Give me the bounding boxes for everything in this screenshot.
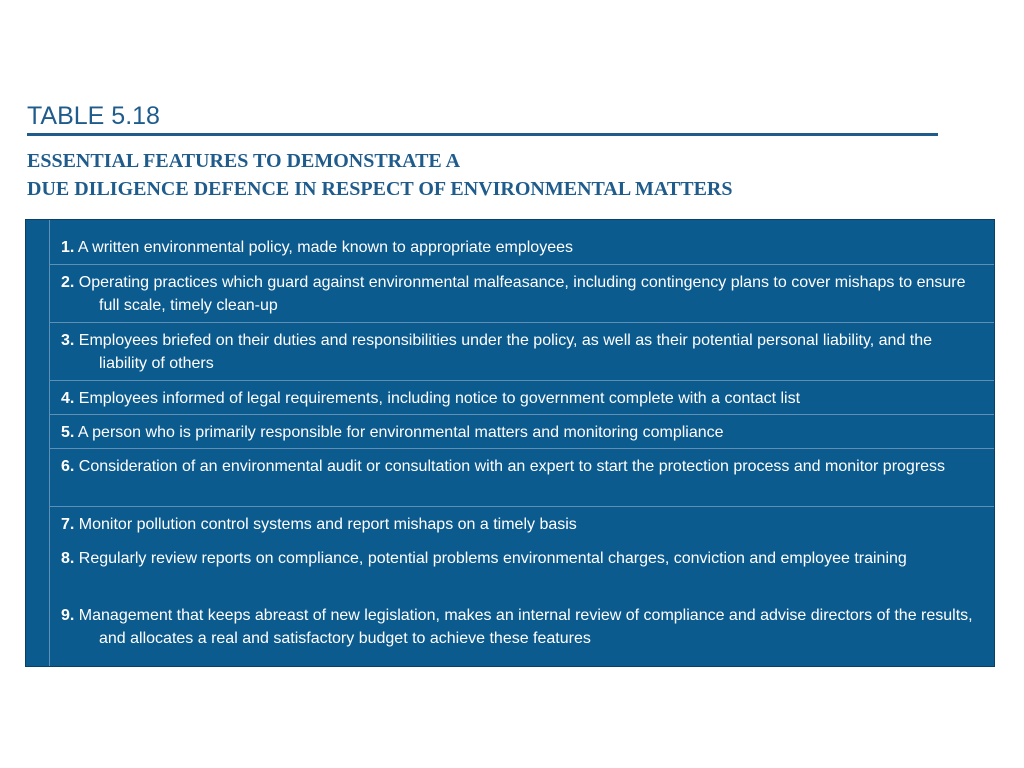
- item-number: 6.: [61, 458, 75, 475]
- item-number: 7.: [61, 516, 75, 533]
- list-item: [61, 513, 984, 536]
- table-row: [50, 449, 994, 507]
- item-number: 2.: [61, 274, 75, 291]
- list-item: [61, 329, 984, 375]
- item-text: Employees briefed on their duties and responsibilities under the policy, as well as their potential personal liability, and the liability of others: [78, 332, 933, 372]
- table-row: [50, 381, 994, 415]
- list-item: [61, 547, 984, 570]
- subtitle-line-1: ESSENTIAL FEATURES TO DEMONSTRATE A: [27, 150, 461, 172]
- list-item: [61, 236, 984, 259]
- table-row: [50, 323, 994, 381]
- item-number: 4.: [61, 390, 75, 407]
- item-number: 5.: [61, 424, 75, 441]
- item-text: A person who is primarily responsible for environmental matters and monitoring compliance: [77, 424, 724, 441]
- item-number: 8.: [61, 550, 75, 567]
- title-rule: [27, 133, 938, 136]
- item-number: 3.: [61, 332, 75, 349]
- list-item: [61, 455, 984, 478]
- table-row: [50, 220, 994, 265]
- list-item: [61, 271, 984, 317]
- item-text: Regularly review reports on compliance, potential problems environmental charges, conviction and employee training: [78, 550, 907, 567]
- table-left-column: [26, 220, 50, 666]
- features-table: [25, 219, 995, 667]
- item-text: Consideration of an environmental audit or consultation with an expert to start the protection process and monitor progress: [78, 458, 946, 475]
- list-item: [61, 604, 984, 650]
- item-text: Employees informed of legal requirements, including notice to government complete with a contact list: [78, 390, 801, 407]
- table-label: TABLE 5.18: [27, 102, 160, 130]
- list-item: [61, 421, 984, 444]
- item-text: A written environmental policy, made known to appropriate employees: [77, 239, 573, 256]
- item-text: Monitor pollution control systems and report mishaps on a timely basis: [78, 516, 577, 533]
- subtitle-line-2: DUE DILIGENCE DEFENCE IN RESPECT OF ENVIRONMENTAL MATTERS: [27, 178, 733, 200]
- list-item: [61, 387, 984, 410]
- item-number: 1.: [61, 239, 75, 256]
- item-text: Management that keeps abreast of new legislation, makes an internal review of compliance and advise directors of the results, and allocates a real and satisfactory budget to achieve these features: [78, 607, 973, 647]
- table-row: [50, 507, 994, 666]
- item-text: Operating practices which guard against environmental malfeasance, including contingency plans to cover mishaps to ensure full scale, timely clean-up: [78, 274, 966, 314]
- table-row: [50, 265, 994, 323]
- table-subtitle: [27, 147, 732, 203]
- item-number: 9.: [61, 607, 75, 624]
- table-row: [50, 415, 994, 449]
